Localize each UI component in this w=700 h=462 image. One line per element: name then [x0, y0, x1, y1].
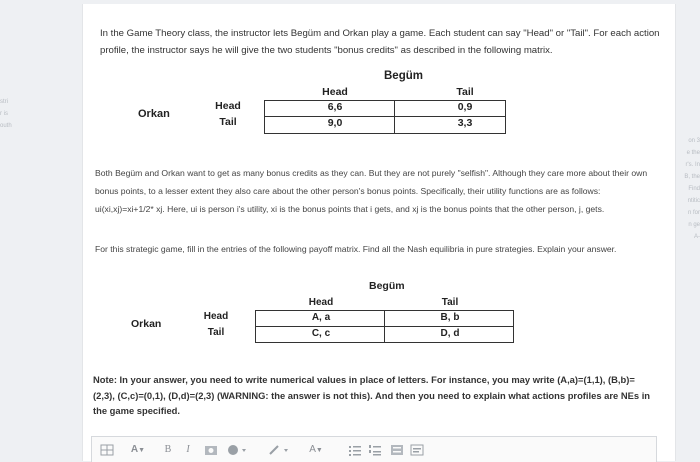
- editor-toolbar: [91, 436, 657, 462]
- left-fragment-2: r is: [0, 111, 8, 117]
- matrix1-cell-tt: 3,3: [457, 117, 473, 129]
- answer-note: Note: In your answer, you need to write numerical values in place of letters. For instance, you may write (A,a)=(1,1), (B,b)=(2,3), (C,c)=(0,1), (D,d)=(2,3) (WARNING: the answer is not this). And then you need to explain what actions profiles are NEs in the game specified.: [93, 374, 651, 416]
- matrix2-row-divider: [255, 326, 513, 327]
- right-fragment-7: n for: [687, 210, 700, 216]
- matrix1-cell-ht: 0,9: [457, 101, 473, 113]
- right-fragment-3: r's. In: [685, 162, 700, 168]
- right-fragment-5: Find: [688, 186, 700, 192]
- matrix1-col-head: Head: [322, 86, 348, 98]
- matrix2-cell-ht: B, b: [440, 312, 460, 323]
- font-size-icon: A: [309, 444, 316, 455]
- matrix2-cell-tt: D, d: [440, 328, 460, 339]
- matrix2-col-head: Head: [308, 297, 334, 308]
- question-intro: In the Game Theory class, the instructor lets Begüm and Orkan play a game. Each student can say "Head" or "Tail". For each action profile, the instructor says he will give the two students "bonus credits" as described in the following matrix.: [100, 28, 660, 56]
- matrix1-cell-th: 9,0: [327, 117, 343, 129]
- link-icon[interactable]: [268, 443, 292, 457]
- matrix2-cell-th: C, c: [311, 328, 331, 339]
- font-size-button[interactable]: [306, 443, 326, 457]
- right-fragment-1: on 3: [688, 138, 700, 144]
- matrix2-row-tail: Tail: [207, 327, 225, 338]
- task-description: For this strategic game, fill in the entries of the following payoff matrix. Find all the Nash equilibria in pure strategies. Explain your answer.: [95, 244, 617, 254]
- italic-icon[interactable]: I: [186, 444, 190, 455]
- image-icon[interactable]: [204, 443, 218, 457]
- bold-icon[interactable]: B: [164, 444, 172, 455]
- matrix2-row-head: Head: [203, 311, 229, 322]
- matrix1-row-head: Head: [215, 100, 241, 112]
- left-fragment-1: stri: [0, 99, 8, 105]
- matrix1-col-player: Begüm: [384, 70, 423, 82]
- matrix2-col-player: Begüm: [369, 280, 405, 292]
- media-icon[interactable]: [226, 443, 248, 457]
- question-card: [82, 4, 676, 461]
- chevron-down-icon: ▼: [315, 447, 323, 454]
- matrix1-row-player: Orkan: [138, 108, 170, 120]
- indent-icon[interactable]: [390, 443, 404, 457]
- right-fragment-8: n ge: [688, 222, 700, 228]
- right-fragment-4: B, the: [684, 174, 700, 180]
- table-icon[interactable]: [100, 443, 118, 457]
- left-fragment-3: outh: [0, 123, 12, 129]
- numbered-list-icon[interactable]: [368, 443, 382, 457]
- font-color-button[interactable]: [128, 443, 148, 457]
- matrix2-cell-hh: A, a: [311, 312, 331, 323]
- right-sidebar-fragment: [678, 135, 700, 275]
- matrix2-col-tail: Tail: [441, 297, 459, 308]
- right-fragment-9: A-: [694, 234, 700, 240]
- utility-description: Both Begüm and Orkan want to get as many bonus credits as they can. But they are not purely "selfish". Although they care more about their own bonus points, to a lesser extent they also care about the other person's bonus points. Specifically, their utility functions are as follows: ui(xi,xj)=xi+1/2* xj. Here, ui is person i's utility, xi is the bonus points that i gets, and xj is the bonus points that the other person, j, gets.: [95, 168, 648, 214]
- bullet-list-icon[interactable]: [348, 443, 362, 457]
- matrix1-cell-hh: 6,6: [327, 101, 343, 113]
- matrix2-row-player: Orkan: [131, 318, 162, 330]
- matrix1-row-tail: Tail: [219, 116, 237, 128]
- right-fragment-6: ntitic: [687, 198, 700, 204]
- left-sidebar-fragment: [0, 96, 22, 156]
- right-fragment-2: e the: [686, 150, 700, 156]
- outdent-icon[interactable]: [410, 443, 424, 457]
- font-color-icon: A: [130, 444, 139, 455]
- chevron-down-icon: ▼: [138, 447, 146, 454]
- matrix1-col-tail: Tail: [456, 86, 474, 98]
